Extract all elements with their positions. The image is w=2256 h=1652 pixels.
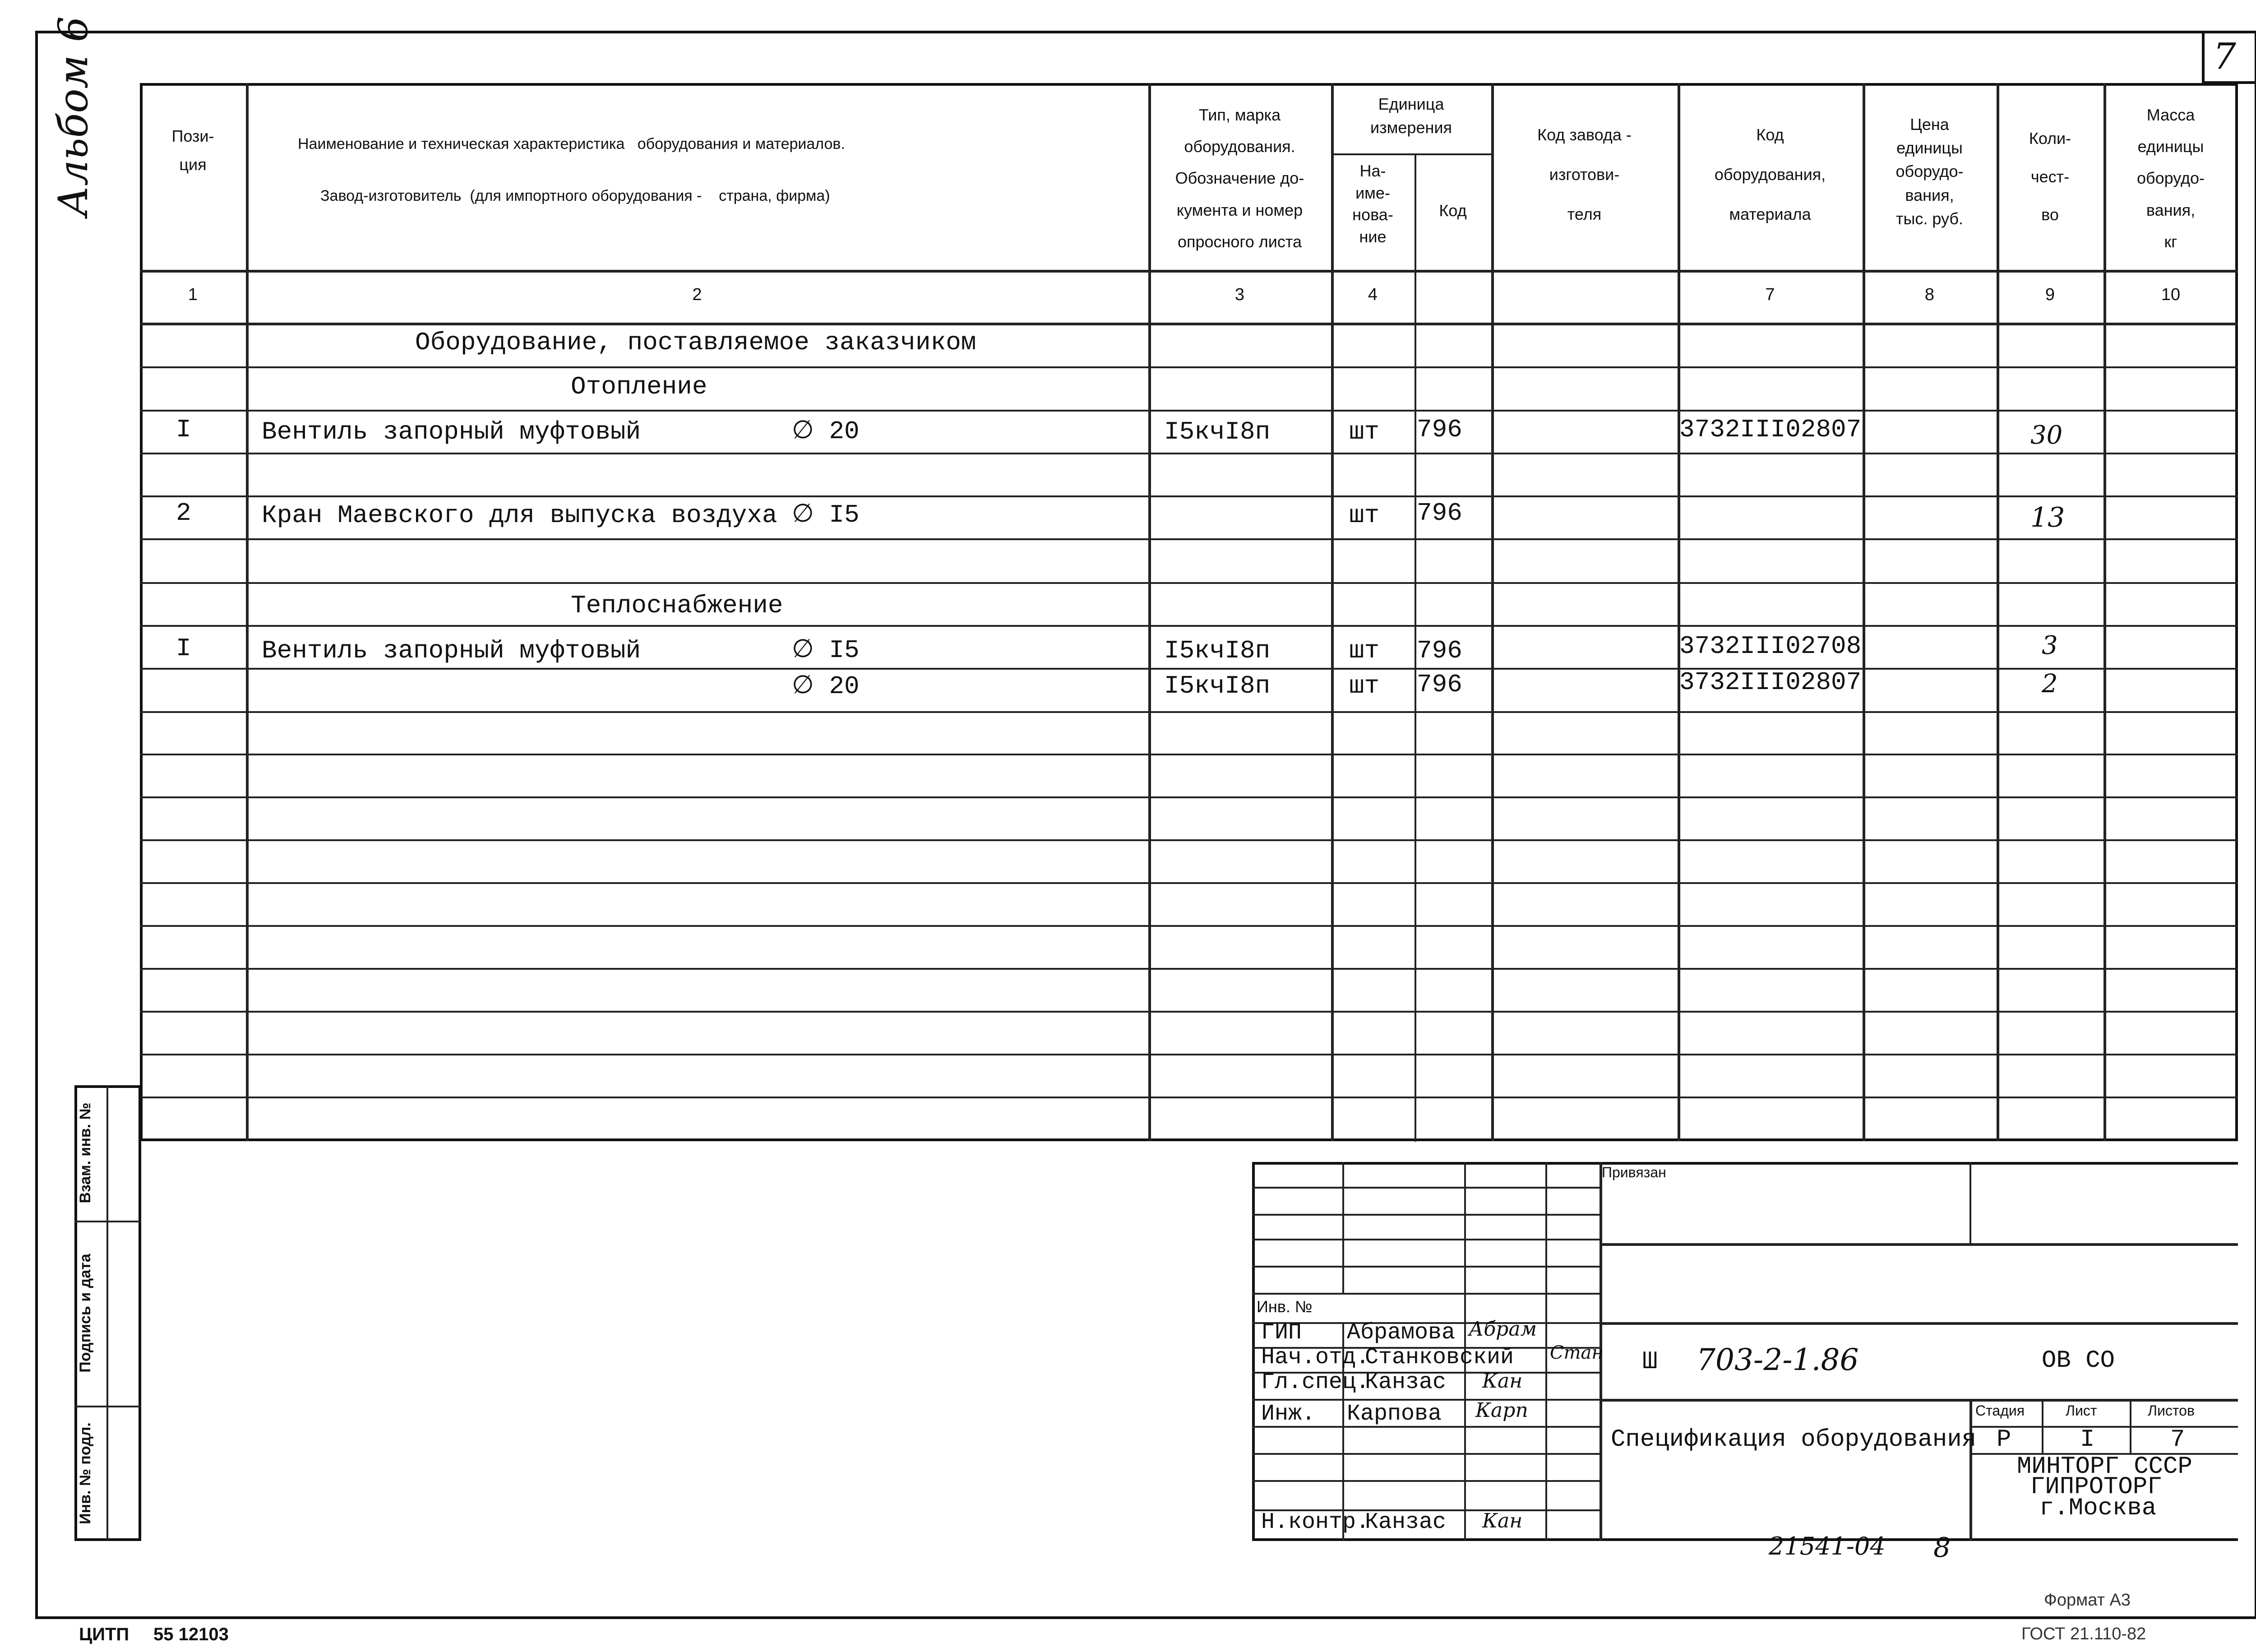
section-title: Теплоснабжение bbox=[571, 591, 783, 620]
side-divider bbox=[74, 1221, 141, 1222]
row-unit: шт bbox=[1349, 671, 1380, 700]
stamp-line bbox=[1600, 1322, 2238, 1325]
row-material-code: 3732III02708 bbox=[1679, 632, 1862, 661]
row-line bbox=[140, 1097, 2238, 1098]
stamp-signature: Кан bbox=[1482, 1509, 1523, 1532]
side-divider bbox=[106, 1085, 108, 1541]
col-line bbox=[1863, 83, 1865, 1141]
header-unit-code: Код bbox=[1439, 201, 1467, 220]
stamp-org: ГИПРОТОРГ bbox=[2030, 1473, 2162, 1501]
stamp-line bbox=[1600, 1399, 2238, 1402]
gost-label: ГОСТ 21.110-82 bbox=[2021, 1624, 2146, 1643]
stamp-line bbox=[1252, 1480, 1600, 1482]
stamp-stage: Р bbox=[1997, 1426, 2011, 1453]
row-unit: шт bbox=[1349, 501, 1380, 530]
row-quantity: 30 bbox=[2030, 421, 2063, 450]
header-mass: Масса единицы оборудо- вания, кг bbox=[2136, 106, 2205, 251]
colnum-1: 1 bbox=[188, 285, 198, 304]
row-type: I5кчI8п bbox=[1164, 417, 1271, 446]
album-label: Альбом 6 bbox=[50, 16, 97, 217]
col-line bbox=[1678, 83, 1680, 1141]
stamp-privyazan-label: Привязан bbox=[1602, 1164, 1666, 1180]
header-unit-group: Единица измерения bbox=[1370, 95, 1452, 137]
stamp-person-name: Канзас bbox=[1365, 1370, 1447, 1395]
row-line bbox=[140, 453, 2238, 454]
row-line bbox=[140, 625, 2238, 627]
header-material-code: Код оборудования, материала bbox=[1714, 125, 1826, 224]
colnum-9: 9 bbox=[2045, 285, 2055, 304]
row-quantity: 13 bbox=[2030, 502, 2065, 533]
row-unit-code: 796 bbox=[1417, 670, 1462, 699]
stamp-sheets-label: Листов bbox=[2148, 1402, 2195, 1419]
stamp-line bbox=[2042, 1399, 2043, 1453]
stamp-sheet-label: Лист bbox=[2066, 1402, 2097, 1419]
stamp-line bbox=[1252, 1214, 1600, 1216]
row-line bbox=[140, 754, 2238, 755]
stamp-sheets: 7 bbox=[2170, 1426, 2185, 1453]
row-name: Вентиль запорный муфтовый bbox=[262, 636, 641, 665]
row-position: I bbox=[176, 634, 191, 663]
colnum-10: 10 bbox=[2161, 285, 2181, 304]
row-line bbox=[140, 538, 2238, 540]
col-line bbox=[246, 83, 249, 1141]
stamp-line bbox=[1969, 1162, 1971, 1243]
stamp-person-name: Канзас bbox=[1365, 1509, 1447, 1535]
header-name-line2: Завод-изготовитель (для импортного оборудования - страна, фирма) bbox=[320, 187, 830, 204]
row-name: Вентиль запорный муфтовый bbox=[262, 417, 641, 446]
row-line bbox=[140, 495, 2238, 497]
citp-number: 55 12103 bbox=[153, 1624, 229, 1644]
stamp-role: Нач.отд. bbox=[1261, 1345, 1370, 1370]
stamp-line bbox=[1252, 1399, 1600, 1401]
stamp-role: Н.контр. bbox=[1261, 1509, 1370, 1535]
row-diameter: ∅ 20 bbox=[792, 672, 860, 701]
row-line bbox=[140, 1011, 2238, 1013]
sheet-number: 7 bbox=[2213, 35, 2236, 77]
row-line bbox=[140, 796, 2238, 798]
header-name-line1: Наименование и техническая характеристика оборудования и материалов. bbox=[298, 135, 845, 153]
row-material-code: 3732III02807 bbox=[1679, 668, 1862, 697]
side-label-vzam: Взам. инв. № bbox=[77, 1102, 94, 1203]
stamp-designation: 703-2-1.86 bbox=[1697, 1342, 1859, 1377]
col-line bbox=[1491, 83, 1494, 1141]
row-line bbox=[140, 711, 2238, 713]
format-label: Формат А3 bbox=[2044, 1591, 2131, 1610]
colnum-8: 8 bbox=[1924, 285, 1935, 304]
stamp-person-name: Абрамова bbox=[1347, 1320, 1456, 1346]
row-position: I bbox=[176, 415, 191, 444]
row-unit-code: 796 bbox=[1417, 499, 1462, 528]
stamp-person-name: Станковский bbox=[1365, 1345, 1514, 1370]
stamp-person-name: Карпова bbox=[1347, 1401, 1442, 1427]
row-diameter: ∅ 20 bbox=[792, 417, 860, 446]
stamp-line bbox=[1342, 1162, 1344, 1293]
section-title: Отопление bbox=[571, 372, 707, 401]
row-line bbox=[140, 410, 2238, 412]
col-line bbox=[1997, 83, 1999, 1141]
stamp-signature: Абрам bbox=[1469, 1318, 1537, 1341]
row-type: I5кчI8п bbox=[1164, 671, 1271, 700]
row-quantity: 2 bbox=[2042, 669, 2058, 699]
stamp-line bbox=[1969, 1399, 1972, 1541]
row-line bbox=[140, 668, 2238, 670]
colnum-7: 7 bbox=[1765, 285, 1775, 304]
side-label-podpis: Подпись и дата bbox=[77, 1254, 94, 1373]
stamp-designation-prefix: Ш bbox=[1642, 1347, 1658, 1376]
stamp-inv-no-label: Инв. № bbox=[1257, 1297, 1313, 1316]
row-unit: шт bbox=[1349, 636, 1380, 665]
header-quantity: Коли- чест- во bbox=[2029, 129, 2071, 224]
stamp-role: Гл.спец. bbox=[1261, 1370, 1370, 1395]
header-unit-name: На- име- нова- ние bbox=[1352, 162, 1393, 246]
stamp-title: Спецификация оборудования bbox=[1611, 1426, 1977, 1453]
row-unit: шт bbox=[1349, 417, 1380, 446]
row-quantity: 3 bbox=[2042, 631, 2058, 660]
row-position: 2 bbox=[176, 499, 191, 528]
header-factory-code: Код завода - изготови- теля bbox=[1537, 125, 1632, 224]
stamp-org: МИНТОРГ СССР bbox=[2017, 1453, 2192, 1481]
row-line bbox=[140, 582, 2238, 584]
stamp-signature: Карп bbox=[1475, 1399, 1528, 1422]
stamp-line bbox=[2130, 1399, 2131, 1453]
stamp-role: ГИП bbox=[1261, 1320, 1302, 1346]
stamp-line bbox=[1600, 1243, 2238, 1246]
side-label-inv: Инв. № подл. bbox=[77, 1422, 94, 1524]
row-line bbox=[140, 925, 2238, 927]
row-name: Кран Маевского для выпуска воздуха bbox=[262, 501, 777, 530]
row-line bbox=[140, 882, 2238, 884]
stamp-org: г.Москва bbox=[2039, 1495, 2157, 1522]
colnum-4: 4 bbox=[1368, 285, 1378, 304]
row-line bbox=[140, 968, 2238, 970]
stamp-sheet: I bbox=[2080, 1426, 2095, 1453]
row-diameter: ∅ I5 bbox=[792, 500, 860, 529]
row-unit-code: 796 bbox=[1417, 415, 1462, 444]
row-material-code: 3732III02807 bbox=[1679, 415, 1862, 444]
citp-label: ЦИТП bbox=[79, 1624, 129, 1644]
stamp-line bbox=[1545, 1162, 1547, 1541]
archive-number: 21541-04 bbox=[1769, 1532, 1886, 1560]
stamp-role: Инж. bbox=[1261, 1401, 1316, 1427]
section-title: Оборудование, поставляемое заказчиком bbox=[415, 328, 976, 357]
stamp-stage-label: Стадия bbox=[1975, 1402, 2025, 1419]
page-number: 8 bbox=[1933, 1532, 1951, 1564]
column-numbers-line bbox=[140, 323, 2238, 325]
stamp-signature: Стан bbox=[1550, 1342, 1604, 1363]
colnum-2: 2 bbox=[692, 285, 702, 304]
header-bottom-line bbox=[140, 270, 2238, 273]
stamp-line bbox=[1252, 1266, 1600, 1268]
row-line bbox=[140, 839, 2238, 841]
stamp-line bbox=[1252, 1453, 1600, 1455]
row-unit-code: 796 bbox=[1417, 636, 1462, 665]
header-price: Цена единицы оборудо- вания, тыс. руб. bbox=[1895, 115, 1964, 228]
row-line bbox=[140, 366, 2238, 368]
header-type: Тип, марка оборудования. Обозначение до- кумента и номер опросного листа bbox=[1175, 106, 1304, 251]
header-position: Пози- ция bbox=[171, 127, 214, 174]
stamp-line bbox=[1252, 1293, 1600, 1295]
row-line bbox=[140, 1054, 2238, 1055]
stamp-line bbox=[1252, 1239, 1600, 1240]
colnum-3: 3 bbox=[1234, 285, 1245, 304]
unit-subheader-line bbox=[1331, 153, 1491, 155]
stamp-mark: ОВ СО bbox=[2042, 1347, 2115, 1374]
stamp-line bbox=[1252, 1187, 1600, 1189]
stamp-signature: Кан bbox=[1482, 1370, 1523, 1393]
col-line bbox=[1415, 153, 1416, 1142]
row-type: I5кчI8п bbox=[1164, 636, 1271, 665]
row-diameter: ∅ I5 bbox=[792, 636, 860, 665]
